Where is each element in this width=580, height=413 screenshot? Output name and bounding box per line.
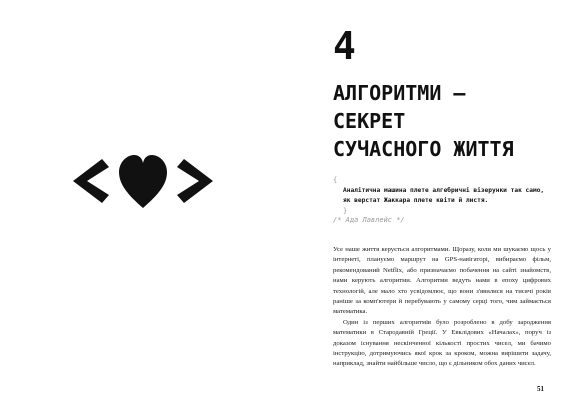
chapter-title-line: СУЧАСНОГО ЖИТТЯ: [333, 137, 514, 161]
body-paragraph: Усе наше життя керується алгоритмами. Щоразу, коли ми шукаємо щось у інтернеті, плануємо маршрут на GPS-навігаторі, вибираємо фільм, рекомендований Netflix, або призначаємо побачення на сайті знайомств, нами керують алгоритми. Алгоритми ведуть нами в епоху цифрових технологій, але мало хто усвідомлює, що вони з'явилися на тисячі років раніше за комп'ютери й перебувають у самому серці того, чим займається математика.: [333, 246, 551, 316]
body-text: [333, 245, 551, 370]
epigraph-quote: [333, 186, 573, 206]
chevron-right-icon: [177, 159, 213, 203]
epigraph: [333, 176, 573, 225]
page-number: 51: [537, 385, 544, 393]
epigraph-author: /* Ада Лавлейс */: [333, 216, 405, 224]
code-heart-emblem: [71, 150, 215, 212]
chevron-left-icon: [73, 159, 109, 203]
chapter-number: 4: [333, 24, 356, 68]
epigraph-line: Аналітична машина плете алгебричні візерунки так само,: [343, 187, 545, 194]
chapter-title-line: АЛГОРИТМИ —: [333, 81, 466, 105]
epigraph-line: як верстат Жаккара плете квіти й листя.: [343, 197, 489, 204]
heart-icon: [119, 155, 167, 208]
epigraph-close-brace: }: [343, 207, 348, 215]
chapter-title: [333, 79, 573, 163]
chapter-title-line: СЕКРЕТ: [333, 109, 406, 133]
body-paragraph: Один із перших алгоритмів було розроблено в добу зародження математики в Стародавній Греції. У Евклідових «Началах», поруч із доказом існування нескінченної кількості простих чисел, ми бачимо інструкцію, дотримуючись якої крок за кроком, можна вирішити задачу, наприклад, знайти найбільше число, що є дільником обох даних чисел.: [333, 318, 551, 368]
epigraph-open-brace: {: [333, 176, 338, 184]
